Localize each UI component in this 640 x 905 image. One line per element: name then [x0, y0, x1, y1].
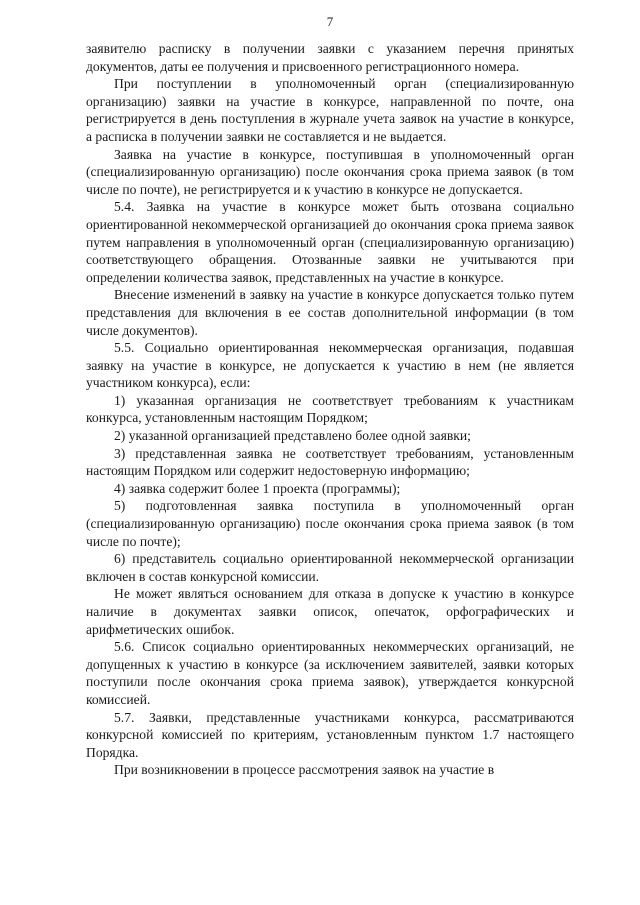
- paragraph: Заявка на участие в конкурсе, поступившая в уполномоченный орган (специализированную организацию) после окончания срока приема заявок (в том числе по почте), не регистрируется и к участию в конкурсе не допускается.: [86, 146, 574, 197]
- paragraph: 5.5. Социально ориентированная некоммерческая организация, подавшая заявку на участие в конкурсе, не допускается к участию в нем (не является участником конкурса), если:: [86, 340, 574, 391]
- paragraph: Не может являться основанием для отказа в допуске к участию в конкурсе наличие в документах заявки описок, опечаток, орфографических и арифметических ошибок.: [86, 586, 574, 637]
- paragraph: 5.4. Заявка на участие в конкурсе может быть отозвана социально ориентированной некоммерческой организацией до окончания срока приема заявок путем направления в уполномоченный орган (специализированную организацию) соответствующего обращения. Отозванные заявки не учитываются при определении количества заявок, представленных на участие в конкурсе.: [86, 199, 574, 285]
- paragraph: 2) указанной организацией представлено более одной заявки;: [114, 428, 471, 444]
- paragraph: 5.7. Заявки, представленные участниками конкурса, рассматриваются конкурсной комиссией по критериям, установленным пунктом 1.7 настоящего Порядка.: [86, 709, 574, 760]
- paragraph: 5) подготовленная заявка поступила в уполномоченный орган (специализированную организацию) после окончания срока приема заявок (в том числе по почте);: [86, 498, 574, 549]
- paragraph: 4) заявка содержит более 1 проекта (программы);: [114, 480, 401, 496]
- page-number: 7: [326, 14, 334, 29]
- paragraph: заявителю расписку в получении заявки с указанием перечня принятых документов, даты ее получения и присвоенного регистрационного номера.: [86, 41, 574, 74]
- paragraph: 1) указанная организация не соответствует требованиям к участникам конкурса, установленным настоящим Порядком;: [86, 392, 574, 426]
- paragraph: Внесение изменений в заявку на участие в конкурсе допускается только путем представления для включения в ее состав дополнительной информации (в том числе документов).: [86, 287, 574, 338]
- paragraph: При поступлении в уполномоченный орган (специализированную организацию) заявки на участие в конкурсе, направленной по почте, она регистрируется в день поступления в журнале учета заявок на участие в конкурсе, а расписка в получении заявки не составляется и не выдается.: [86, 76, 574, 144]
- paragraph: При возникновении в процессе рассмотрения заявок на участие в: [114, 762, 495, 778]
- paragraph: 3) представленная заявка не соответствует требованиям, установленным настоящим Порядком или содержит недостоверную информацию;: [86, 445, 574, 479]
- paragraph: 6) представитель социально ориентированной некоммерческой организации включен в состав конкурсной комиссии.: [86, 551, 574, 584]
- document-body: [86, 40, 574, 779]
- paragraph: 5.6. Список социально ориентированных некоммерческих организаций, не допущенных к участию в конкурсе (за исключением заявителей, заявки которых поступили после окончания срока приема заявок), утверждается конкурсной комиссией.: [86, 639, 574, 707]
